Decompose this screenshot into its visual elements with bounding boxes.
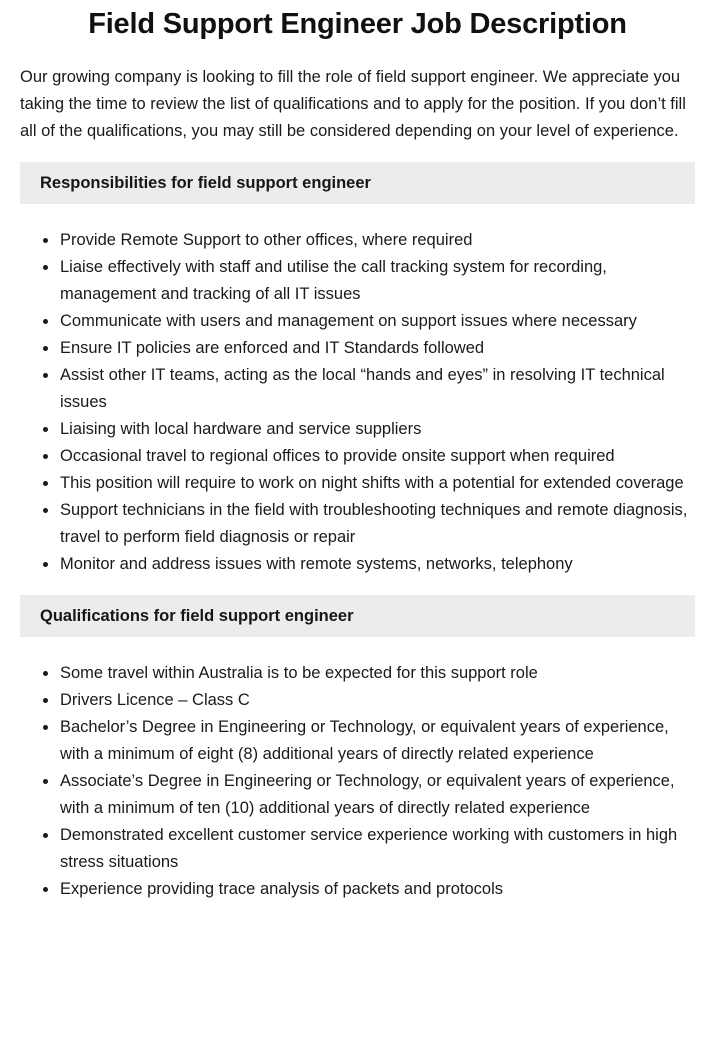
list-item: Liaise effectively with staff and utilise the call tracking system for recording, management and tracking of all IT issues (20, 254, 695, 308)
list-item: Occasional travel to regional offices to provide onsite support when required (20, 443, 695, 470)
list-item: Associate’s Degree in Engineering or Technology, or equivalent years of experience, with a minimum of ten (10) additional years of directly related experience (20, 768, 695, 822)
list-item: Ensure IT policies are enforced and IT Standards followed (20, 335, 695, 362)
section-heading-responsibilities: Responsibilities for field support engineer (20, 162, 695, 204)
list-item: Support technicians in the field with troubleshooting techniques and remote diagnosis, travel to perform field diagnosis or repair (20, 497, 695, 551)
list-item: Experience providing trace analysis of packets and protocols (20, 876, 695, 903)
list-item: Communicate with users and management on support issues where necessary (20, 308, 695, 335)
page-title: Field Support Engineer Job Description (88, 8, 627, 40)
qualifications-list (20, 660, 695, 903)
list-item: Monitor and address issues with remote systems, networks, telephony (20, 551, 695, 578)
list-item: Bachelor’s Degree in Engineering or Technology, or equivalent years of experience, with a minimum of eight (8) additional years of directly related experience (20, 714, 695, 768)
list-item: Demonstrated excellent customer service experience working with customers in high stress situations (20, 822, 695, 876)
list-item: Provide Remote Support to other offices, where required (20, 227, 695, 254)
intro-paragraph: Our growing company is looking to fill the role of field support engineer. We appreciate you taking the time to review the list of qualifications and to apply for the position. If you don’t fill all of the qualifications, you may still be considered depending on your level of experience. (20, 68, 686, 140)
section-heading-qualifications: Qualifications for field support engineer (20, 595, 695, 637)
list-item: Assist other IT teams, acting as the local “hands and eyes” in resolving IT technical issues (20, 362, 695, 416)
responsibilities-list (20, 227, 695, 578)
list-item: Drivers Licence – Class C (20, 687, 695, 714)
list-item: This position will require to work on night shifts with a potential for extended coverage (20, 470, 695, 497)
list-item: Liaising with local hardware and service suppliers (20, 416, 695, 443)
list-item: Some travel within Australia is to be expected for this support role (20, 660, 695, 687)
